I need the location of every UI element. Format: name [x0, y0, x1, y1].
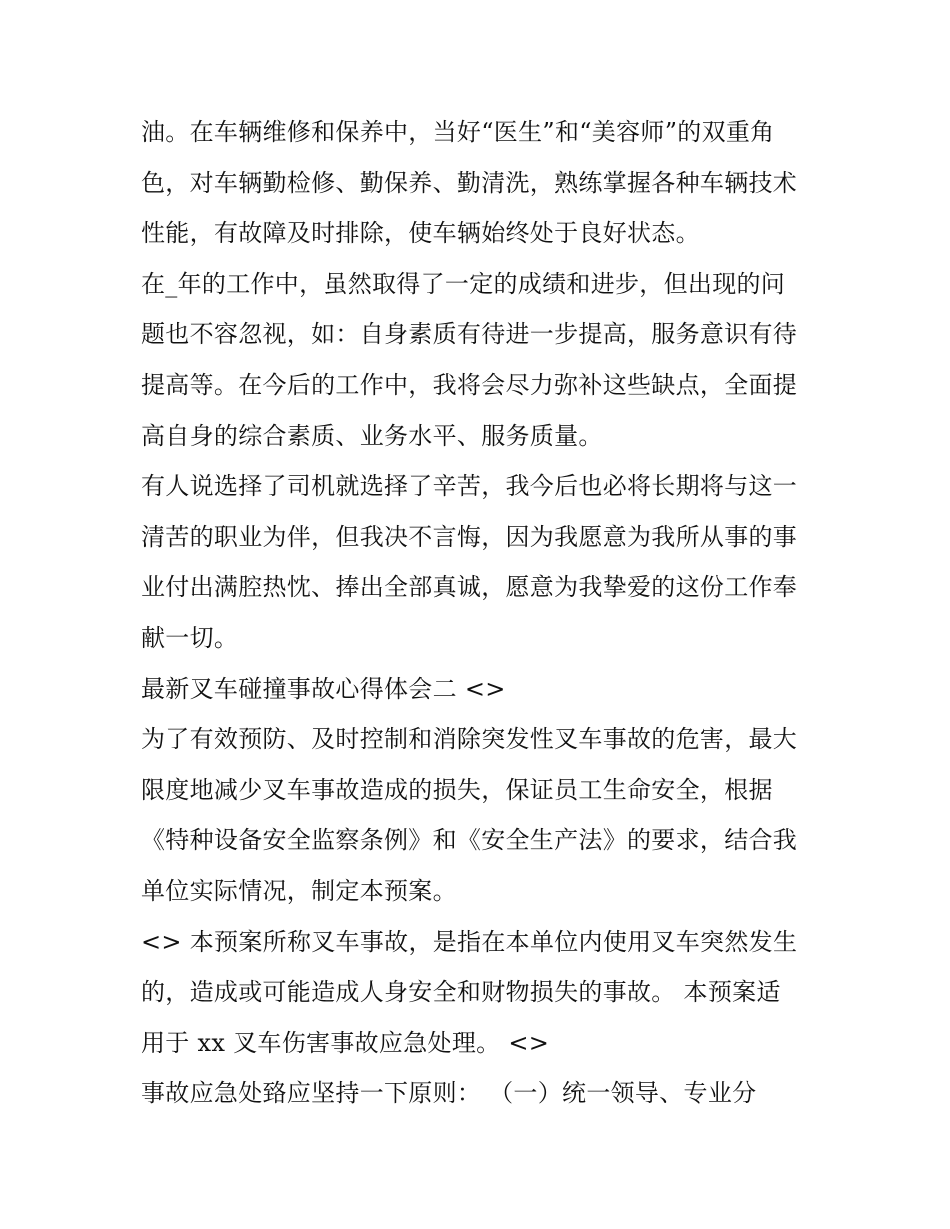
text-line: 用于 xx 叉车伤害事故应急处理。 <> — [141, 1028, 550, 1057]
text-line: 有人说选择了司机就选择了辛苦，我今后也必将长期将与这一 — [141, 472, 798, 501]
text-line: 性能，有故障及时排除，使车辆始终处于良好状态。 — [141, 219, 700, 248]
section-heading: 最新叉车碰撞事故心得体会二 <> — [141, 674, 506, 703]
text-line: 提高等。在今后的工作中，我将会尽力弥补这些缺点，全面提 — [141, 370, 798, 399]
text-line: 清苦的职业为伴，但我决不言悔，因为我愿意为我所从事的事 — [141, 522, 798, 551]
text-line: 《特种设备安全监察条例》和《安全生产法》的要求，结合我 — [141, 826, 798, 855]
text-line: 事故应急处臵应坚持一下原则： （一）统一领导、专业分 — [141, 1079, 757, 1108]
text-line: 业付出满腔热忱、捧出全部真诚，愿意为我挚爱的这份工作奉 — [141, 573, 798, 602]
text-line: 献一切。 — [141, 623, 239, 652]
text-line: 油。在车辆维修和保养中，当好“医生”和“美容师”的双重角 — [141, 118, 775, 146]
text-line: 题也不容忽视，如：自身素质有待进一步提高，服务意识有待 — [141, 320, 798, 349]
text-line: 色，对车辆勤检修、勤保养、勤清洗，熟练掌握各种车辆技术 — [141, 168, 798, 197]
text-line: 的，造成或可能造成人身安全和财物损失的事故。 本预案适 — [141, 978, 781, 1007]
text-line: 在_年的工作中，虽然取得了一定的成绩和进步，但出现的问 — [141, 269, 786, 298]
text-line: 单位实际情况，制定本预案。 — [141, 876, 457, 905]
text-line: 高自身的综合素质、业务水平、服务质量。 — [141, 421, 603, 450]
text-line: 为了有效预防、及时控制和消除突发性叉车事故的危害，最大 — [141, 725, 798, 754]
text-line: <> 本预案所称叉车事故，是指在本单位内使用叉车突然发生 — [141, 927, 798, 956]
text-line: 限度地减少叉车事故造成的损失，保证员工生命安全，根据 — [141, 775, 773, 804]
document-body — [141, 107, 821, 1119]
